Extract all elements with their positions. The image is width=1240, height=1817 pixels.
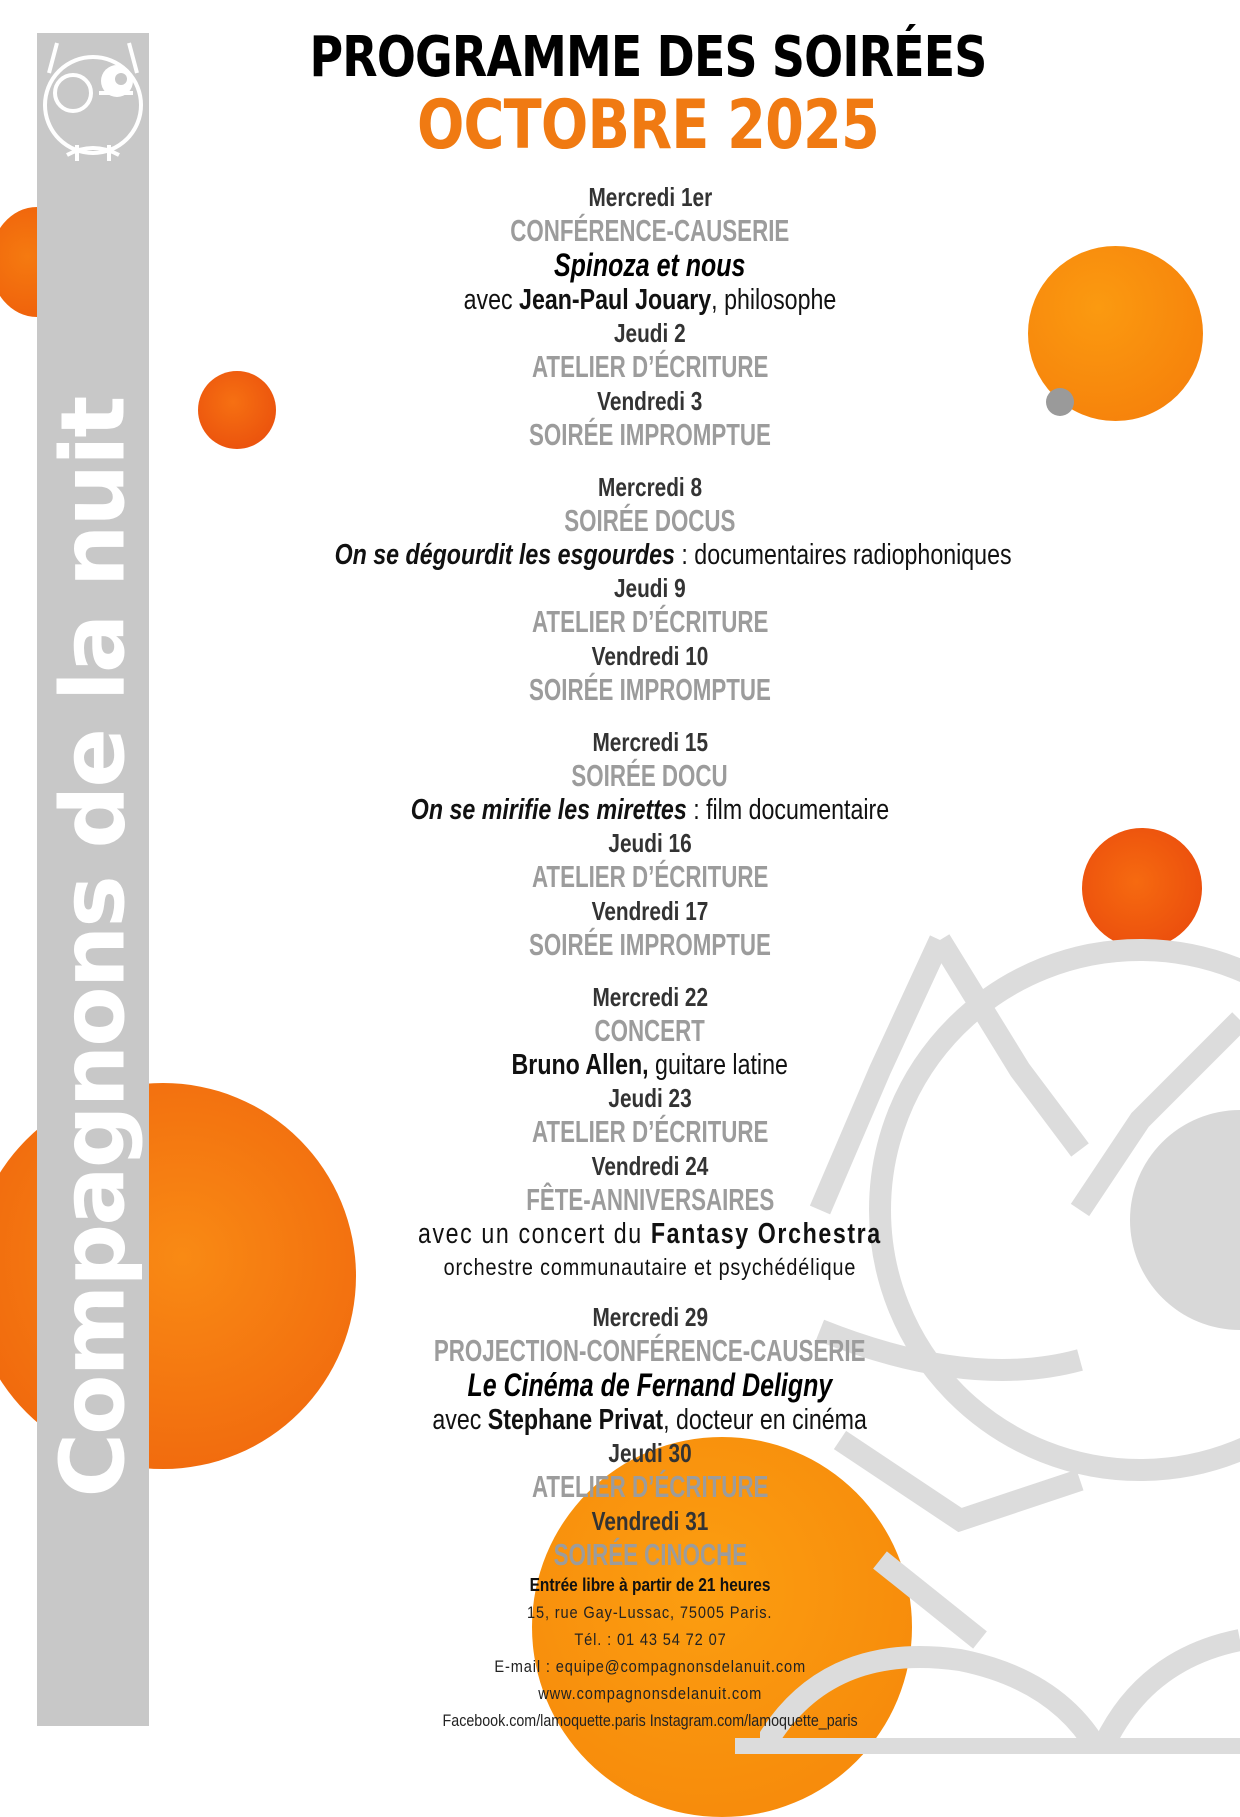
event-detail: On se mirifie les mirettes : film documentaire	[410, 794, 890, 826]
event-guest: Bruno Allen,	[511, 1049, 649, 1081]
entry-info: Entrée libre à partir de 21 heures	[529, 1575, 771, 1595]
event-day: Vendredi 17	[591, 896, 709, 926]
event-day: Jeudi 2	[614, 318, 686, 348]
event-category: ATELIER D’ÉCRITURE	[531, 1114, 769, 1149]
sidebar-vertical-title	[37, 168, 149, 1726]
event-day: Mercredi 8	[597, 472, 703, 502]
event-title: On se mirifie les mirettes	[410, 794, 687, 826]
event-category: SOIRÉE IMPROMPTUE	[529, 672, 771, 707]
event-category: ATELIER D’ÉCRITURE	[531, 859, 769, 894]
page-subtitle: OCTOBRE 2025	[416, 86, 880, 165]
social-links[interactable]: Facebook.com/lamoquette.paris Instagram.com/lamoquette_paris	[442, 1711, 858, 1730]
event-detail: avec un concert du Fantasy Orchestra	[418, 1218, 882, 1250]
event-day: Mercredi 29	[592, 1302, 708, 1332]
event-title: Le Cinéma de Fernand Deligny	[467, 1367, 833, 1403]
event-day: Mercredi 15	[592, 727, 708, 757]
event-category: SOIRÉE IMPROMPTUE	[529, 417, 771, 452]
event-detail: avec Stephane Privat, docteur en cinéma	[432, 1404, 868, 1436]
event-day: Vendredi 10	[591, 641, 709, 671]
event-category: SOIRÉE CINOCHE	[553, 1537, 747, 1572]
event-day: Mercredi 22	[592, 982, 708, 1012]
event-title: Spinoza et nous	[554, 247, 746, 283]
event-guest: Fantasy Orchestra	[650, 1218, 882, 1250]
owl-logo	[37, 33, 149, 168]
bottom-strip	[735, 1738, 1240, 1754]
event-guest: Stephane Privat	[488, 1404, 664, 1436]
event-detail: On se dégourdit les esgourdes : documentaires radiophoniques	[334, 539, 1012, 571]
event-title: On se dégourdit les esgourdes	[334, 539, 675, 571]
phone: Tél. : 01 43 54 72 07	[573, 1630, 727, 1649]
event-category: CONCERT	[594, 1013, 706, 1048]
footer-info	[330, 1572, 970, 1735]
program-list	[250, 183, 1050, 1575]
event-day: Jeudi 30	[608, 1438, 692, 1468]
event-day: Jeudi 16	[608, 828, 692, 858]
event-category: CONFÉRENCE-CAUSERIE	[510, 213, 790, 248]
page-title: PROGRAMME DES SOIRÉES	[309, 25, 987, 90]
event-day: Vendredi 3	[597, 386, 703, 416]
event-subdetail: orchestre communautaire et psychédélique	[443, 1254, 857, 1280]
event-category: ATELIER D’ÉCRITURE	[531, 604, 769, 639]
event-detail: avec Jean-Paul Jouary, philosophe	[463, 284, 837, 316]
header	[148, 25, 1148, 165]
event-day: Jeudi 9	[614, 573, 686, 603]
email-link[interactable]: E-mail : equipe@compagnonsdelanuit.com	[494, 1657, 806, 1676]
event-category: ATELIER D’ÉCRITURE	[531, 349, 769, 384]
event-category: FÊTE-ANNIVERSAIRES	[525, 1182, 775, 1217]
address: 15, rue Gay-Lussac, 75005 Paris.	[527, 1603, 773, 1622]
owl-logo-icon	[37, 33, 149, 168]
event-category: SOIRÉE DOCU	[571, 758, 729, 793]
event-category: SOIRÉE DOCUS	[564, 503, 736, 538]
event-category: PROJECTION-CONFÉRENCE-CAUSERIE	[434, 1333, 866, 1368]
event-category: ATELIER D’ÉCRITURE	[531, 1469, 769, 1504]
sidebar-title-text: Compagnons de la nuit	[41, 397, 145, 1497]
event-guest: Jean-Paul Jouary	[519, 284, 712, 316]
event-day: Vendredi 24	[591, 1151, 709, 1181]
event-day: Vendredi 31	[591, 1506, 709, 1536]
event-detail: Bruno Allen, guitare latine	[511, 1049, 789, 1081]
event-day: Mercredi 1er	[588, 182, 712, 212]
website-link[interactable]: www.compagnonsdelanuit.com	[538, 1684, 762, 1703]
event-day: Jeudi 23	[608, 1083, 692, 1113]
event-category: SOIRÉE IMPROMPTUE	[529, 927, 771, 962]
gray-dot	[1046, 388, 1074, 416]
